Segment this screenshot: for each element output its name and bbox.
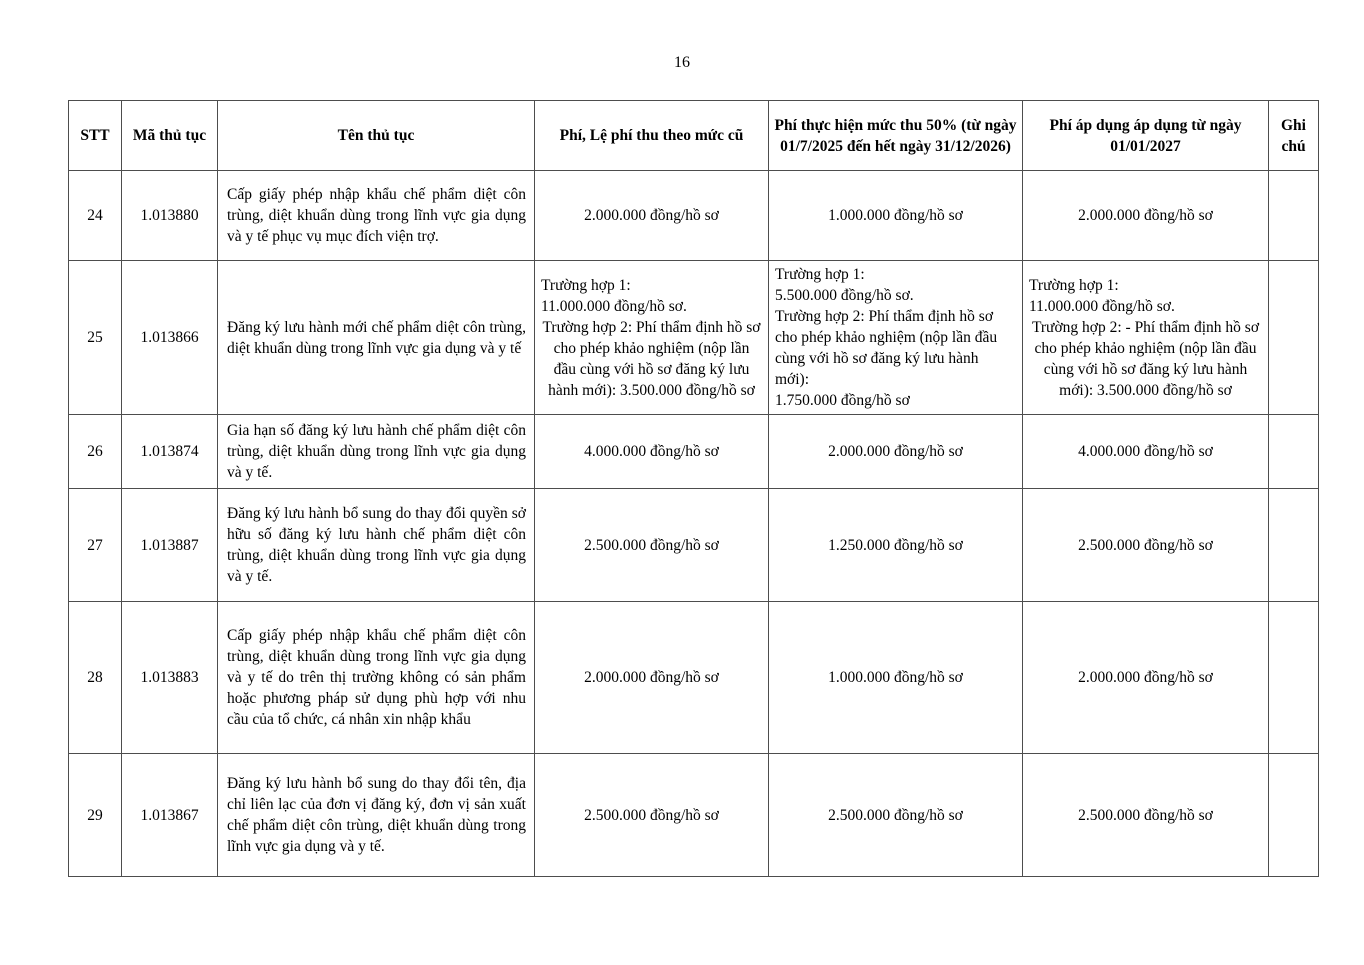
fee-old: 2.500.000 đồng/hồ sơ xyxy=(535,489,769,602)
note-cell xyxy=(1269,602,1319,754)
fee-old-part: Trường hợp 2: Phí thẩm định hồ sơ cho phép khảo nghiệm (nộp lần đầu cùng với hồ sơ đăng ký lưu hành mới): 3.500.000 đồng/hồ sơ xyxy=(542,318,761,399)
fee-half-rate-part: Trường hợp 1: xyxy=(775,266,865,283)
procedure-name: Cấp giấy phép nhập khẩu chế phẩm diệt côn trùng, diệt khuẩn dùng trong lĩnh vực gia dụng và y tế do trên thị trường không có sản phẩm hoặc phương pháp sử dụng phù hợp với nhu cầu của tổ chức, cá nhân xin nhập khẩu xyxy=(218,602,535,754)
header-row xyxy=(69,101,1319,171)
column-header-0: STT xyxy=(69,101,122,171)
procedure-code: 1.013883 xyxy=(122,602,218,754)
procedure-code: 1.013874 xyxy=(122,415,218,489)
column-header-3: Phí, Lệ phí thu theo mức cũ xyxy=(535,101,769,171)
fee-half-rate: 2.000.000 đồng/hồ sơ xyxy=(769,415,1023,489)
fee-old-part: 11.000.000 đồng/hồ sơ. xyxy=(541,297,687,315)
fee-old: 2.500.000 đồng/hồ sơ xyxy=(535,754,769,877)
column-header-6: Ghi chú xyxy=(1269,101,1319,171)
fee-half-rate: 1.000.000 đồng/hồ sơ xyxy=(769,602,1023,754)
column-header-2: Tên thủ tục xyxy=(218,101,535,171)
column-header-1: Mã thủ tục xyxy=(122,101,218,171)
table-header xyxy=(69,101,1319,171)
table-row xyxy=(69,415,1319,489)
fee-2027: 2.000.000 đồng/hồ sơ xyxy=(1023,602,1269,754)
table-row xyxy=(69,489,1319,602)
table-row xyxy=(69,261,1319,415)
table-row xyxy=(69,171,1319,261)
fee-old: 2.000.000 đồng/hồ sơ xyxy=(535,602,769,754)
row-number: 24 xyxy=(69,171,122,261)
procedure-code: 1.013867 xyxy=(122,754,218,877)
table-row xyxy=(69,602,1319,754)
column-header-4: Phí thực hiện mức thu 50% (từ ngày 01/7/2025 đến hết ngày 31/12/2026) xyxy=(769,101,1023,171)
fee-half-rate: 2.500.000 đồng/hồ sơ xyxy=(769,754,1023,877)
page-number: 16 xyxy=(674,54,690,71)
fee-2027 xyxy=(1023,261,1269,415)
procedure-name: Cấp giấy phép nhập khẩu chế phẩm diệt côn trùng, diệt khuẩn dùng trong lĩnh vực gia dụng và y tế phục vụ mục đích viện trợ. xyxy=(218,171,535,261)
table-row xyxy=(69,754,1319,877)
fee-2027-part: Trường hợp 2: - Phí thẩm định hồ sơ cho phép khảo nghiệm (nộp lần đầu cùng với hồ sơ đăng ký lưu hành mới): 3.500.000 đồng/hồ sơ xyxy=(1031,318,1260,399)
procedure-name: Đăng ký lưu hành bổ sung do thay đổi tên, địa chỉ liên lạc của đơn vị đăng ký, đơn vị sản xuất chế phẩm diệt côn trùng, diệt khuẩn dùng trong lĩnh vực gia dụng và y tế. xyxy=(218,754,535,877)
note-cell xyxy=(1269,171,1319,261)
row-number: 28 xyxy=(69,602,122,754)
fee-half-rate-part: 5.500.000 đồng/hồ sơ. xyxy=(775,287,914,304)
fee-half-rate-part: 1.750.000 đồng/hồ sơ xyxy=(775,392,910,409)
procedure-code: 1.013866 xyxy=(122,261,218,415)
column-header-5: Phí áp dụng áp dụng từ ngày 01/01/2027 xyxy=(1023,101,1269,171)
fee-half-rate: 1.250.000 đồng/hồ sơ xyxy=(769,489,1023,602)
fee-half-rate-part: Trường hợp 2: Phí thẩm định hồ sơ cho phép khảo nghiệm (nộp lần đầu cùng với hồ sơ đăng ký lưu hành mới): xyxy=(775,308,998,388)
table-body xyxy=(69,171,1319,877)
procedure-code: 1.013887 xyxy=(122,489,218,602)
procedure-name: Gia hạn số đăng ký lưu hành chế phẩm diệt côn trùng, diệt khuẩn dùng trong lĩnh vực gia dụng và y tế. xyxy=(218,415,535,489)
procedure-name: Đăng ký lưu hành mới chế phẩm diệt côn trùng, diệt khuẩn dùng trong lĩnh vực gia dụng và y tế xyxy=(218,261,535,415)
fee-table xyxy=(68,100,1319,877)
row-number: 25 xyxy=(69,261,122,415)
procedure-code: 1.013880 xyxy=(122,171,218,261)
note-cell xyxy=(1269,754,1319,877)
fee-2027: 4.000.000 đồng/hồ sơ xyxy=(1023,415,1269,489)
fee-2027-part: 11.000.000 đồng/hồ sơ. xyxy=(1029,297,1175,315)
fee-2027: 2.500.000 đồng/hồ sơ xyxy=(1023,754,1269,877)
fee-old: 2.000.000 đồng/hồ sơ xyxy=(535,171,769,261)
note-cell xyxy=(1269,415,1319,489)
note-cell xyxy=(1269,261,1319,415)
fee-2027: 2.500.000 đồng/hồ sơ xyxy=(1023,489,1269,602)
procedure-name: Đăng ký lưu hành bổ sung do thay đổi quyền sở hữu số đăng ký lưu hành chế phẩm diệt côn trùng, diệt khuẩn dùng trong lĩnh vực gia dụng và y tế. xyxy=(218,489,535,602)
note-cell xyxy=(1269,489,1319,602)
fee-2027: 2.000.000 đồng/hồ sơ xyxy=(1023,171,1269,261)
row-number: 26 xyxy=(69,415,122,489)
fee-half-rate: 1.000.000 đồng/hồ sơ xyxy=(769,171,1023,261)
fee-old: 4.000.000 đồng/hồ sơ xyxy=(535,415,769,489)
row-number: 29 xyxy=(69,754,122,877)
row-number: 27 xyxy=(69,489,122,602)
fee-old-part: Trường hợp 1: xyxy=(541,276,631,294)
fee-half-rate xyxy=(769,261,1023,415)
fee-2027-part: Trường hợp 1: xyxy=(1029,276,1119,294)
fee-old xyxy=(535,261,769,415)
